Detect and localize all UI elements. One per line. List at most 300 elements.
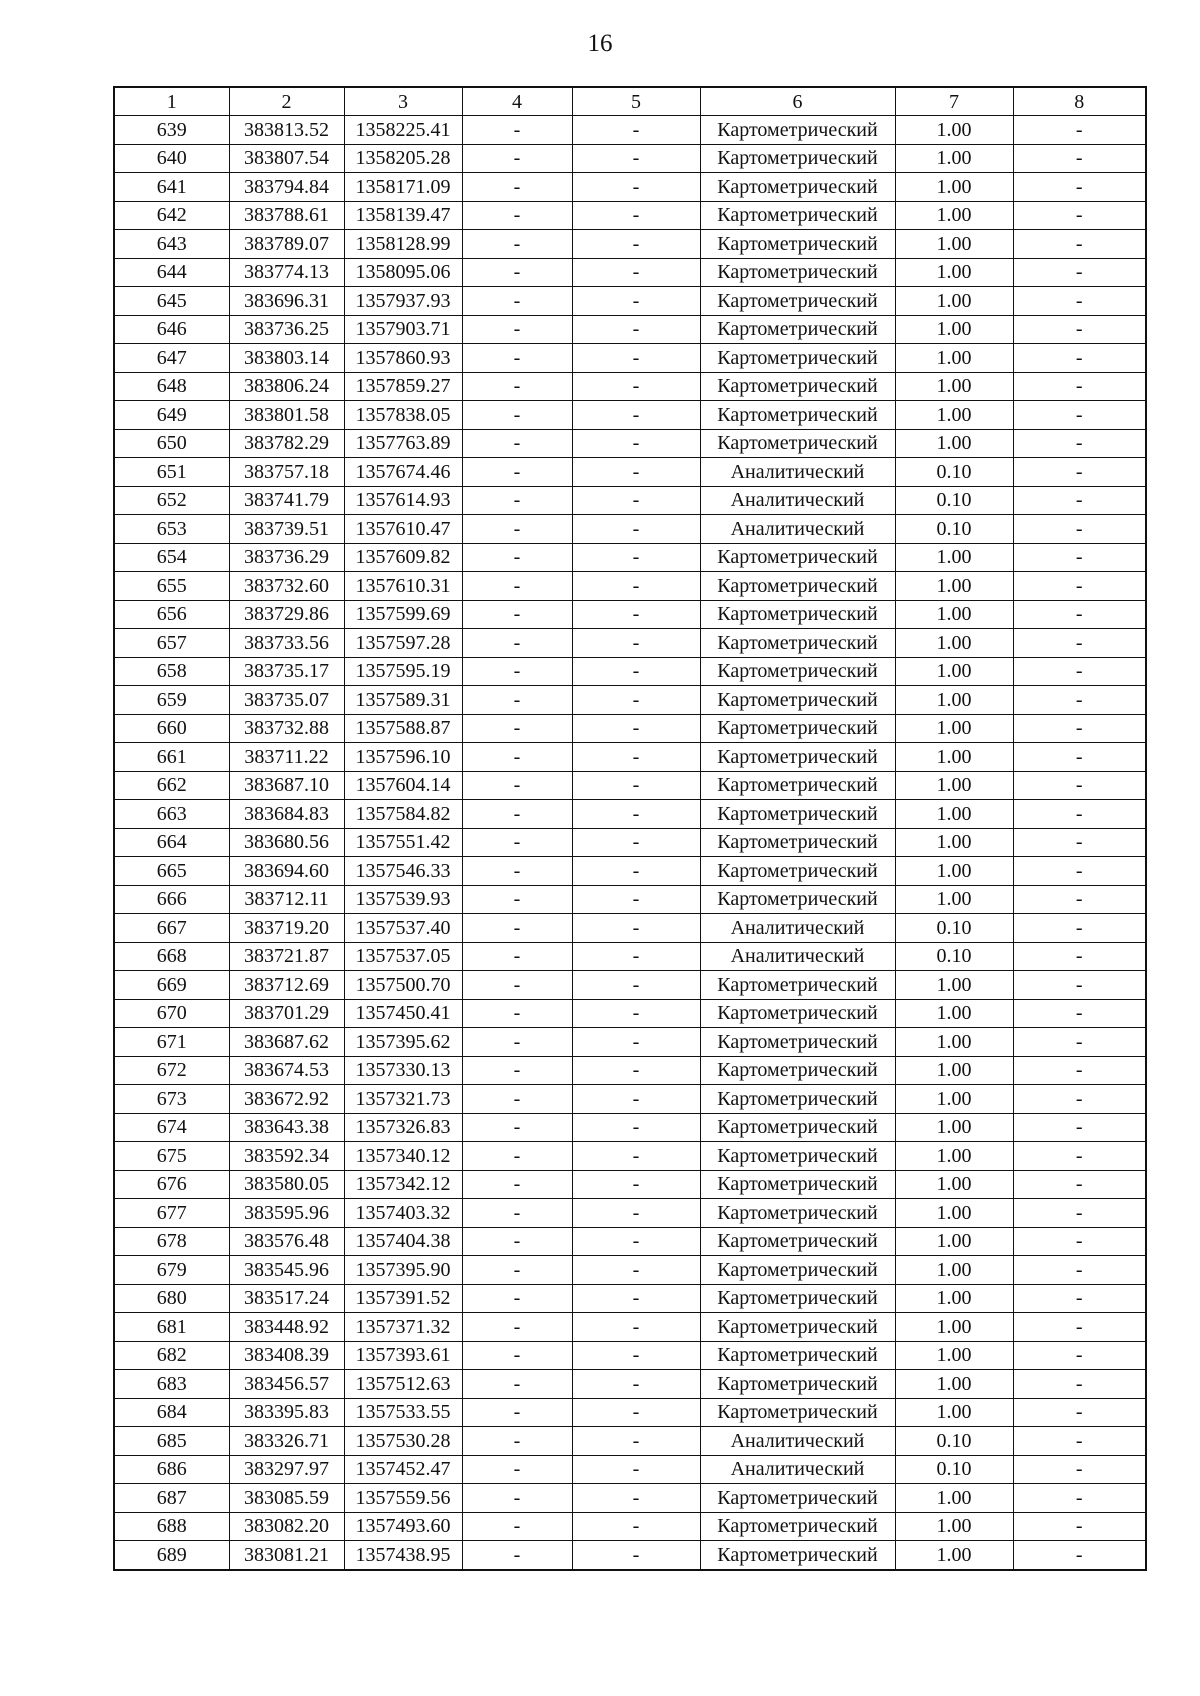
point-number-cell: 645 bbox=[114, 287, 229, 316]
table-row bbox=[114, 543, 1146, 572]
method-cell: Картометрический bbox=[700, 173, 895, 202]
x-coordinate-cell: 383326.71 bbox=[229, 1427, 344, 1456]
column-4-cell: - bbox=[462, 116, 572, 145]
column-4-cell: - bbox=[462, 173, 572, 202]
column-5-cell: - bbox=[572, 771, 700, 800]
column-4-cell: - bbox=[462, 1028, 572, 1057]
column-8-cell: - bbox=[1013, 942, 1146, 971]
y-coordinate-cell: 1357342.12 bbox=[344, 1170, 462, 1199]
accuracy-cell: 1.00 bbox=[895, 857, 1013, 886]
x-coordinate-cell: 383576.48 bbox=[229, 1227, 344, 1256]
column-5-cell: - bbox=[572, 1113, 700, 1142]
column-5-cell: - bbox=[572, 942, 700, 971]
y-coordinate-cell: 1357393.61 bbox=[344, 1341, 462, 1370]
column-header: 7 bbox=[895, 87, 1013, 116]
x-coordinate-cell: 383580.05 bbox=[229, 1170, 344, 1199]
table-row bbox=[114, 344, 1146, 373]
point-number-cell: 678 bbox=[114, 1227, 229, 1256]
accuracy-cell: 1.00 bbox=[895, 258, 1013, 287]
column-4-cell: - bbox=[462, 600, 572, 629]
method-cell: Картометрический bbox=[700, 144, 895, 173]
y-coordinate-cell: 1357371.32 bbox=[344, 1313, 462, 1342]
method-cell: Картометрический bbox=[700, 885, 895, 914]
column-4-cell: - bbox=[462, 1427, 572, 1456]
column-5-cell: - bbox=[572, 1142, 700, 1171]
accuracy-cell: 1.00 bbox=[895, 1256, 1013, 1285]
method-cell: Картометрический bbox=[700, 1256, 895, 1285]
x-coordinate-cell: 383297.97 bbox=[229, 1455, 344, 1484]
x-coordinate-cell: 383687.62 bbox=[229, 1028, 344, 1057]
table-row bbox=[114, 515, 1146, 544]
y-coordinate-cell: 1357539.93 bbox=[344, 885, 462, 914]
column-5-cell: - bbox=[572, 743, 700, 772]
y-coordinate-cell: 1357903.71 bbox=[344, 315, 462, 344]
method-cell: Картометрический bbox=[700, 116, 895, 145]
column-5-cell: - bbox=[572, 1484, 700, 1513]
column-4-cell: - bbox=[462, 230, 572, 259]
column-5-cell: - bbox=[572, 1284, 700, 1313]
y-coordinate-cell: 1357763.89 bbox=[344, 429, 462, 458]
accuracy-cell: 0.10 bbox=[895, 914, 1013, 943]
column-5-cell: - bbox=[572, 1085, 700, 1114]
table-row bbox=[114, 771, 1146, 800]
x-coordinate-cell: 383741.79 bbox=[229, 486, 344, 515]
accuracy-cell: 0.10 bbox=[895, 458, 1013, 487]
table-row bbox=[114, 287, 1146, 316]
column-5-cell: - bbox=[572, 828, 700, 857]
column-5-cell: - bbox=[572, 1056, 700, 1085]
column-header: 4 bbox=[462, 87, 572, 116]
column-8-cell: - bbox=[1013, 201, 1146, 230]
column-header: 3 bbox=[344, 87, 462, 116]
column-8-cell: - bbox=[1013, 486, 1146, 515]
y-coordinate-cell: 1357597.28 bbox=[344, 629, 462, 658]
x-coordinate-cell: 383732.88 bbox=[229, 714, 344, 743]
column-4-cell: - bbox=[462, 144, 572, 173]
table-row bbox=[114, 1170, 1146, 1199]
point-number-cell: 655 bbox=[114, 572, 229, 601]
x-coordinate-cell: 383711.22 bbox=[229, 743, 344, 772]
y-coordinate-cell: 1357500.70 bbox=[344, 971, 462, 1000]
column-5-cell: - bbox=[572, 600, 700, 629]
x-coordinate-cell: 383733.56 bbox=[229, 629, 344, 658]
column-8-cell: - bbox=[1013, 1199, 1146, 1228]
column-4-cell: - bbox=[462, 828, 572, 857]
y-coordinate-cell: 1357610.31 bbox=[344, 572, 462, 601]
column-5-cell: - bbox=[572, 572, 700, 601]
accuracy-cell: 0.10 bbox=[895, 486, 1013, 515]
x-coordinate-cell: 383680.56 bbox=[229, 828, 344, 857]
y-coordinate-cell: 1357937.93 bbox=[344, 287, 462, 316]
column-8-cell: - bbox=[1013, 1341, 1146, 1370]
y-coordinate-cell: 1357391.52 bbox=[344, 1284, 462, 1313]
column-5-cell: - bbox=[572, 1227, 700, 1256]
y-coordinate-cell: 1357395.90 bbox=[344, 1256, 462, 1285]
column-4-cell: - bbox=[462, 1056, 572, 1085]
column-4-cell: - bbox=[462, 971, 572, 1000]
column-4-cell: - bbox=[462, 1370, 572, 1399]
point-number-cell: 643 bbox=[114, 230, 229, 259]
point-number-cell: 685 bbox=[114, 1427, 229, 1456]
column-header: 5 bbox=[572, 87, 700, 116]
column-4-cell: - bbox=[462, 1541, 572, 1570]
column-4-cell: - bbox=[462, 771, 572, 800]
point-number-cell: 684 bbox=[114, 1398, 229, 1427]
y-coordinate-cell: 1357321.73 bbox=[344, 1085, 462, 1114]
x-coordinate-cell: 383794.84 bbox=[229, 173, 344, 202]
header-row bbox=[114, 87, 1146, 116]
x-coordinate-cell: 383774.13 bbox=[229, 258, 344, 287]
y-coordinate-cell: 1357838.05 bbox=[344, 401, 462, 430]
point-number-cell: 681 bbox=[114, 1313, 229, 1342]
column-4-cell: - bbox=[462, 1227, 572, 1256]
y-coordinate-cell: 1358095.06 bbox=[344, 258, 462, 287]
column-4-cell: - bbox=[462, 800, 572, 829]
column-4-cell: - bbox=[462, 885, 572, 914]
point-number-cell: 649 bbox=[114, 401, 229, 430]
table-row bbox=[114, 116, 1146, 145]
method-cell: Картометрический bbox=[700, 230, 895, 259]
column-5-cell: - bbox=[572, 230, 700, 259]
column-8-cell: - bbox=[1013, 1113, 1146, 1142]
table-row bbox=[114, 743, 1146, 772]
x-coordinate-cell: 383782.29 bbox=[229, 429, 344, 458]
column-8-cell: - bbox=[1013, 1256, 1146, 1285]
x-coordinate-cell: 383448.92 bbox=[229, 1313, 344, 1342]
point-number-cell: 662 bbox=[114, 771, 229, 800]
point-number-cell: 688 bbox=[114, 1512, 229, 1541]
column-8-cell: - bbox=[1013, 1370, 1146, 1399]
method-cell: Картометрический bbox=[700, 1341, 895, 1370]
x-coordinate-cell: 383684.83 bbox=[229, 800, 344, 829]
accuracy-cell: 1.00 bbox=[895, 372, 1013, 401]
column-8-cell: - bbox=[1013, 1484, 1146, 1513]
method-cell: Картометрический bbox=[700, 1541, 895, 1570]
method-cell: Картометрический bbox=[700, 543, 895, 572]
column-8-cell: - bbox=[1013, 971, 1146, 1000]
method-cell: Картометрический bbox=[700, 657, 895, 686]
method-cell: Аналитический bbox=[700, 1427, 895, 1456]
method-cell: Аналитический bbox=[700, 458, 895, 487]
table-row bbox=[114, 258, 1146, 287]
column-4-cell: - bbox=[462, 372, 572, 401]
accuracy-cell: 1.00 bbox=[895, 173, 1013, 202]
x-coordinate-cell: 383696.31 bbox=[229, 287, 344, 316]
point-number-cell: 665 bbox=[114, 857, 229, 886]
table-row bbox=[114, 1341, 1146, 1370]
column-5-cell: - bbox=[572, 401, 700, 430]
x-coordinate-cell: 383721.87 bbox=[229, 942, 344, 971]
method-cell: Картометрический bbox=[700, 1398, 895, 1427]
x-coordinate-cell: 383456.57 bbox=[229, 1370, 344, 1399]
point-number-cell: 654 bbox=[114, 543, 229, 572]
x-coordinate-cell: 383757.18 bbox=[229, 458, 344, 487]
x-coordinate-cell: 383789.07 bbox=[229, 230, 344, 259]
y-coordinate-cell: 1357512.63 bbox=[344, 1370, 462, 1399]
table-row bbox=[114, 458, 1146, 487]
column-5-cell: - bbox=[572, 1256, 700, 1285]
table-row bbox=[114, 372, 1146, 401]
point-number-cell: 663 bbox=[114, 800, 229, 829]
column-8-cell: - bbox=[1013, 743, 1146, 772]
column-5-cell: - bbox=[572, 1341, 700, 1370]
table-row bbox=[114, 230, 1146, 259]
y-coordinate-cell: 1357403.32 bbox=[344, 1199, 462, 1228]
column-8-cell: - bbox=[1013, 572, 1146, 601]
accuracy-cell: 1.00 bbox=[895, 1313, 1013, 1342]
column-8-cell: - bbox=[1013, 1541, 1146, 1570]
column-8-cell: - bbox=[1013, 885, 1146, 914]
table-row bbox=[114, 1227, 1146, 1256]
point-number-cell: 679 bbox=[114, 1256, 229, 1285]
point-number-cell: 653 bbox=[114, 515, 229, 544]
y-coordinate-cell: 1357595.19 bbox=[344, 657, 462, 686]
table-row bbox=[114, 857, 1146, 886]
method-cell: Картометрический bbox=[700, 1199, 895, 1228]
column-4-cell: - bbox=[462, 1113, 572, 1142]
table-body bbox=[114, 87, 1146, 1570]
accuracy-cell: 1.00 bbox=[895, 1227, 1013, 1256]
column-4-cell: - bbox=[462, 1398, 572, 1427]
x-coordinate-cell: 383801.58 bbox=[229, 401, 344, 430]
accuracy-cell: 0.10 bbox=[895, 1427, 1013, 1456]
table-row bbox=[114, 999, 1146, 1028]
point-number-cell: 656 bbox=[114, 600, 229, 629]
x-coordinate-cell: 383085.59 bbox=[229, 1484, 344, 1513]
table-row bbox=[114, 1313, 1146, 1342]
method-cell: Картометрический bbox=[700, 1028, 895, 1057]
y-coordinate-cell: 1358171.09 bbox=[344, 173, 462, 202]
column-4-cell: - bbox=[462, 657, 572, 686]
method-cell: Картометрический bbox=[700, 1170, 895, 1199]
column-5-cell: - bbox=[572, 971, 700, 1000]
x-coordinate-cell: 383395.83 bbox=[229, 1398, 344, 1427]
column-header: 6 bbox=[700, 87, 895, 116]
point-number-cell: 660 bbox=[114, 714, 229, 743]
column-5-cell: - bbox=[572, 258, 700, 287]
column-4-cell: - bbox=[462, 1313, 572, 1342]
table-row bbox=[114, 800, 1146, 829]
accuracy-cell: 1.00 bbox=[895, 1028, 1013, 1057]
method-cell: Картометрический bbox=[700, 686, 895, 715]
accuracy-cell: 1.00 bbox=[895, 600, 1013, 629]
column-5-cell: - bbox=[572, 857, 700, 886]
column-8-cell: - bbox=[1013, 1085, 1146, 1114]
column-4-cell: - bbox=[462, 572, 572, 601]
column-8-cell: - bbox=[1013, 1398, 1146, 1427]
y-coordinate-cell: 1357604.14 bbox=[344, 771, 462, 800]
table-row bbox=[114, 971, 1146, 1000]
accuracy-cell: 1.00 bbox=[895, 629, 1013, 658]
method-cell: Картометрический bbox=[700, 600, 895, 629]
x-coordinate-cell: 383735.07 bbox=[229, 686, 344, 715]
method-cell: Аналитический bbox=[700, 515, 895, 544]
x-coordinate-cell: 383592.34 bbox=[229, 1142, 344, 1171]
table-row bbox=[114, 600, 1146, 629]
accuracy-cell: 1.00 bbox=[895, 885, 1013, 914]
accuracy-cell: 1.00 bbox=[895, 401, 1013, 430]
column-4-cell: - bbox=[462, 258, 572, 287]
point-number-cell: 669 bbox=[114, 971, 229, 1000]
x-coordinate-cell: 383729.86 bbox=[229, 600, 344, 629]
table-row bbox=[114, 1541, 1146, 1570]
accuracy-cell: 1.00 bbox=[895, 116, 1013, 145]
point-number-cell: 676 bbox=[114, 1170, 229, 1199]
method-cell: Картометрический bbox=[700, 401, 895, 430]
column-8-cell: - bbox=[1013, 999, 1146, 1028]
column-8-cell: - bbox=[1013, 287, 1146, 316]
point-number-cell: 686 bbox=[114, 1455, 229, 1484]
y-coordinate-cell: 1357588.87 bbox=[344, 714, 462, 743]
column-8-cell: - bbox=[1013, 857, 1146, 886]
method-cell: Аналитический bbox=[700, 486, 895, 515]
column-5-cell: - bbox=[572, 629, 700, 658]
column-5-cell: - bbox=[572, 1455, 700, 1484]
point-number-cell: 689 bbox=[114, 1541, 229, 1570]
table-row bbox=[114, 828, 1146, 857]
accuracy-cell: 1.00 bbox=[895, 429, 1013, 458]
method-cell: Картометрический bbox=[700, 971, 895, 1000]
method-cell: Картометрический bbox=[700, 287, 895, 316]
method-cell: Картометрический bbox=[700, 629, 895, 658]
column-5-cell: - bbox=[572, 714, 700, 743]
column-5-cell: - bbox=[572, 173, 700, 202]
column-8-cell: - bbox=[1013, 1284, 1146, 1313]
x-coordinate-cell: 383735.17 bbox=[229, 657, 344, 686]
table-row bbox=[114, 686, 1146, 715]
y-coordinate-cell: 1358225.41 bbox=[344, 116, 462, 145]
y-coordinate-cell: 1358128.99 bbox=[344, 230, 462, 259]
point-number-cell: 644 bbox=[114, 258, 229, 287]
accuracy-cell: 1.00 bbox=[895, 999, 1013, 1028]
y-coordinate-cell: 1357326.83 bbox=[344, 1113, 462, 1142]
method-cell: Картометрический bbox=[700, 743, 895, 772]
point-number-cell: 658 bbox=[114, 657, 229, 686]
point-number-cell: 677 bbox=[114, 1199, 229, 1228]
column-4-cell: - bbox=[462, 714, 572, 743]
x-coordinate-cell: 383517.24 bbox=[229, 1284, 344, 1313]
accuracy-cell: 1.00 bbox=[895, 771, 1013, 800]
column-header: 1 bbox=[114, 87, 229, 116]
y-coordinate-cell: 1357609.82 bbox=[344, 543, 462, 572]
x-coordinate-cell: 383719.20 bbox=[229, 914, 344, 943]
column-8-cell: - bbox=[1013, 1028, 1146, 1057]
y-coordinate-cell: 1357395.62 bbox=[344, 1028, 462, 1057]
column-4-cell: - bbox=[462, 1512, 572, 1541]
column-4-cell: - bbox=[462, 543, 572, 572]
table-row bbox=[114, 657, 1146, 686]
accuracy-cell: 1.00 bbox=[895, 1541, 1013, 1570]
column-4-cell: - bbox=[462, 515, 572, 544]
y-coordinate-cell: 1357610.47 bbox=[344, 515, 462, 544]
method-cell: Картометрический bbox=[700, 572, 895, 601]
accuracy-cell: 1.00 bbox=[895, 800, 1013, 829]
column-5-cell: - bbox=[572, 1370, 700, 1399]
accuracy-cell: 1.00 bbox=[895, 1512, 1013, 1541]
column-4-cell: - bbox=[462, 743, 572, 772]
accuracy-cell: 1.00 bbox=[895, 1370, 1013, 1399]
accuracy-cell: 1.00 bbox=[895, 743, 1013, 772]
point-number-cell: 651 bbox=[114, 458, 229, 487]
accuracy-cell: 1.00 bbox=[895, 686, 1013, 715]
table-row bbox=[114, 201, 1146, 230]
column-8-cell: - bbox=[1013, 515, 1146, 544]
column-4-cell: - bbox=[462, 401, 572, 430]
method-cell: Картометрический bbox=[700, 1284, 895, 1313]
column-8-cell: - bbox=[1013, 258, 1146, 287]
column-5-cell: - bbox=[572, 914, 700, 943]
accuracy-cell: 1.00 bbox=[895, 1056, 1013, 1085]
column-4-cell: - bbox=[462, 201, 572, 230]
column-5-cell: - bbox=[572, 800, 700, 829]
point-number-cell: 646 bbox=[114, 315, 229, 344]
table-row bbox=[114, 885, 1146, 914]
point-number-cell: 673 bbox=[114, 1085, 229, 1114]
point-number-cell: 680 bbox=[114, 1284, 229, 1313]
coordinates-table bbox=[113, 86, 1147, 1571]
column-5-cell: - bbox=[572, 686, 700, 715]
accuracy-cell: 1.00 bbox=[895, 315, 1013, 344]
column-4-cell: - bbox=[462, 857, 572, 886]
column-8-cell: - bbox=[1013, 1427, 1146, 1456]
method-cell: Картометрический bbox=[700, 800, 895, 829]
accuracy-cell: 1.00 bbox=[895, 657, 1013, 686]
column-8-cell: - bbox=[1013, 1512, 1146, 1541]
column-4-cell: - bbox=[462, 344, 572, 373]
point-number-cell: 664 bbox=[114, 828, 229, 857]
method-cell: Картометрический bbox=[700, 999, 895, 1028]
column-5-cell: - bbox=[572, 1427, 700, 1456]
point-number-cell: 641 bbox=[114, 173, 229, 202]
y-coordinate-cell: 1357533.55 bbox=[344, 1398, 462, 1427]
table-row bbox=[114, 1085, 1146, 1114]
method-cell: Картометрический bbox=[700, 201, 895, 230]
accuracy-cell: 0.10 bbox=[895, 1455, 1013, 1484]
column-5-cell: - bbox=[572, 1028, 700, 1057]
method-cell: Картометрический bbox=[700, 1370, 895, 1399]
table-row bbox=[114, 572, 1146, 601]
point-number-cell: 683 bbox=[114, 1370, 229, 1399]
column-5-cell: - bbox=[572, 1199, 700, 1228]
y-coordinate-cell: 1357330.13 bbox=[344, 1056, 462, 1085]
column-5-cell: - bbox=[572, 486, 700, 515]
column-8-cell: - bbox=[1013, 144, 1146, 173]
method-cell: Аналитический bbox=[700, 914, 895, 943]
column-8-cell: - bbox=[1013, 458, 1146, 487]
accuracy-cell: 1.00 bbox=[895, 1199, 1013, 1228]
point-number-cell: 661 bbox=[114, 743, 229, 772]
method-cell: Картометрический bbox=[700, 1313, 895, 1342]
accuracy-cell: 1.00 bbox=[895, 714, 1013, 743]
point-number-cell: 675 bbox=[114, 1142, 229, 1171]
table-row bbox=[114, 1284, 1146, 1313]
column-5-cell: - bbox=[572, 999, 700, 1028]
column-5-cell: - bbox=[572, 429, 700, 458]
x-coordinate-cell: 383082.20 bbox=[229, 1512, 344, 1541]
table-row bbox=[114, 714, 1146, 743]
column-8-cell: - bbox=[1013, 429, 1146, 458]
column-5-cell: - bbox=[572, 116, 700, 145]
y-coordinate-cell: 1357537.40 bbox=[344, 914, 462, 943]
accuracy-cell: 0.10 bbox=[895, 515, 1013, 544]
point-number-cell: 667 bbox=[114, 914, 229, 943]
accuracy-cell: 1.00 bbox=[895, 543, 1013, 572]
x-coordinate-cell: 383674.53 bbox=[229, 1056, 344, 1085]
y-coordinate-cell: 1357614.93 bbox=[344, 486, 462, 515]
accuracy-cell: 1.00 bbox=[895, 1398, 1013, 1427]
method-cell: Картометрический bbox=[700, 344, 895, 373]
x-coordinate-cell: 383712.69 bbox=[229, 971, 344, 1000]
